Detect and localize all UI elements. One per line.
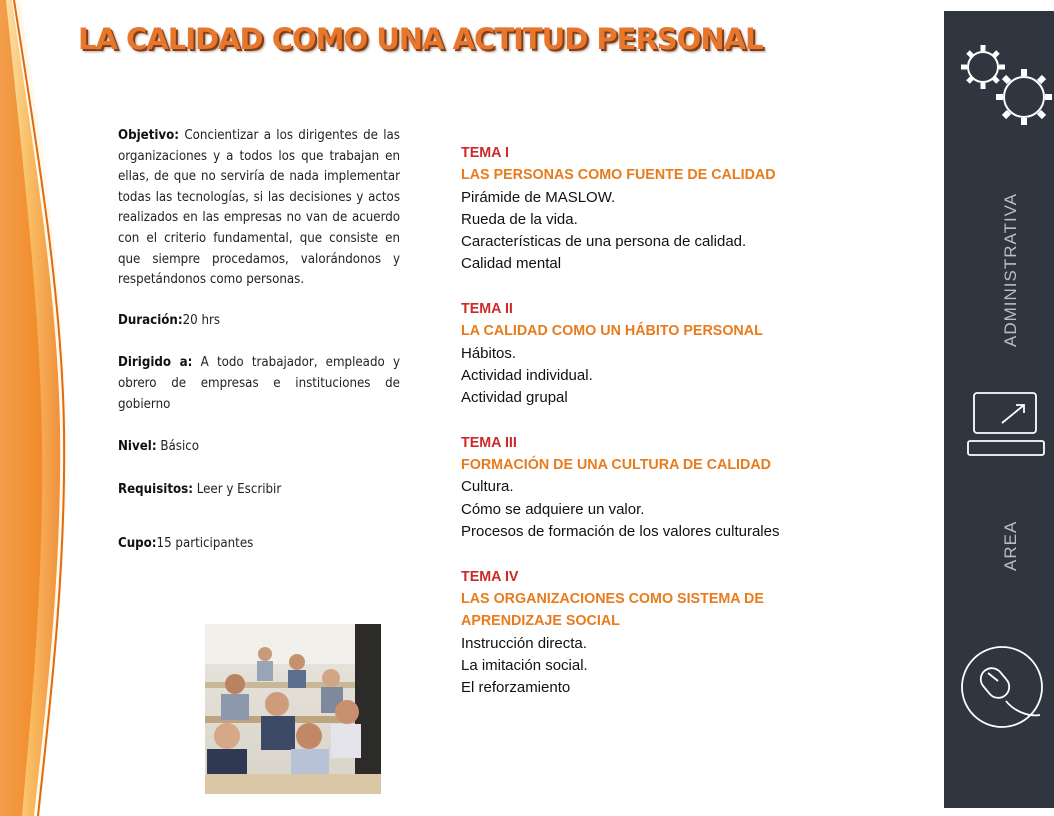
duracion-label: Duración: (118, 312, 183, 328)
list-item: Actividad grupal (461, 389, 568, 407)
list-item: Calidad mental (461, 255, 562, 273)
nivel-text: Básico (160, 439, 200, 455)
tema-label: TEMA II (461, 301, 513, 318)
tema-2 (461, 298, 841, 409)
duracion-text: 20 hrs (182, 312, 221, 328)
dirigido-paragraph (118, 353, 400, 415)
list-item: Características de una persona de calidad. (461, 233, 747, 251)
requisitos-label: Requisitos: (118, 481, 193, 497)
list-item: La imitación social. (461, 656, 588, 674)
classroom-photo (205, 624, 381, 794)
tema-heading: LAS ORGANIZACIONES COMO SISTEMA DE APRENDIZAJE SOCIAL (461, 590, 764, 630)
tema-heading: FORMACIÓN DE UNA CULTURA DE CALIDAD (461, 457, 772, 474)
list-item: Rueda de la vida. (461, 210, 578, 228)
list-item: Pirámide de MASLOW. (461, 188, 616, 206)
tema-3 (461, 432, 841, 543)
list-item: Actividad individual. (461, 366, 593, 384)
course-info (118, 126, 400, 555)
list-item: Instrucción directa. (461, 634, 587, 652)
objetivo-paragraph (118, 126, 400, 291)
tema-label: TEMA IV (461, 568, 519, 585)
list-item: Cómo se adquiere un valor. (461, 500, 645, 518)
sidebar (944, 11, 1054, 808)
objetivo-label: Objetivo: (118, 128, 180, 143)
dirigido-text: A todo trabajador, empleado y obrero de empresas e instituciones de gobierno (118, 355, 400, 412)
decorative-swoosh (0, 0, 70, 816)
tema-heading: LA CALIDAD COMO UN HÁBITO PERSONAL (461, 323, 763, 340)
tema-label: TEMA III (461, 434, 517, 451)
duracion-paragraph (118, 311, 400, 332)
sidebar-label-administrativa: ADMINISTRATIVA (1001, 192, 1020, 347)
objetivo-text: Concientizar a los dirigentes de las organizaciones y a todos los que trabajan en ellas, de que no serviría de nada implementar todas las tecnologías, si las decisiones y actos realizados en las empresas no van de acuerdo con el criterio fundamental, que consiste en que siempre procedamos, valorándonos y respetándonos como personas. (118, 128, 400, 288)
list-item: El reforzamiento (461, 679, 571, 697)
topics-list (461, 142, 841, 699)
dirigido-label: Dirigido a: (118, 355, 193, 371)
tema-4 (461, 566, 841, 700)
mouse-icon (962, 647, 1042, 727)
cupo-text: 15 participantes (156, 536, 254, 552)
list-item: Procesos de formación de los valores culturales (461, 523, 780, 541)
list-item: Hábitos. (461, 344, 517, 362)
tema-1 (461, 142, 841, 276)
tema-label: TEMA I (461, 145, 509, 161)
requisitos-text: Leer y Escribir (196, 481, 282, 497)
nivel-paragraph (118, 437, 400, 458)
cupo-paragraph (118, 534, 400, 555)
list-item: Cultura. (461, 478, 514, 496)
cupo-label: Cupo: (118, 536, 157, 552)
page-title: LA CALIDAD COMO UNA ACTITUD PERSONAL (78, 22, 763, 56)
gear-icon (961, 45, 1005, 89)
sidebar-label-area: AREA (1001, 520, 1020, 571)
tema-heading: LAS PERSONAS COMO FUENTE DE CALIDAD (461, 167, 776, 184)
computer-icon (968, 393, 1044, 455)
nivel-label: Nivel: (118, 439, 157, 455)
gear-icon (996, 69, 1052, 125)
requisitos-paragraph (118, 480, 400, 501)
